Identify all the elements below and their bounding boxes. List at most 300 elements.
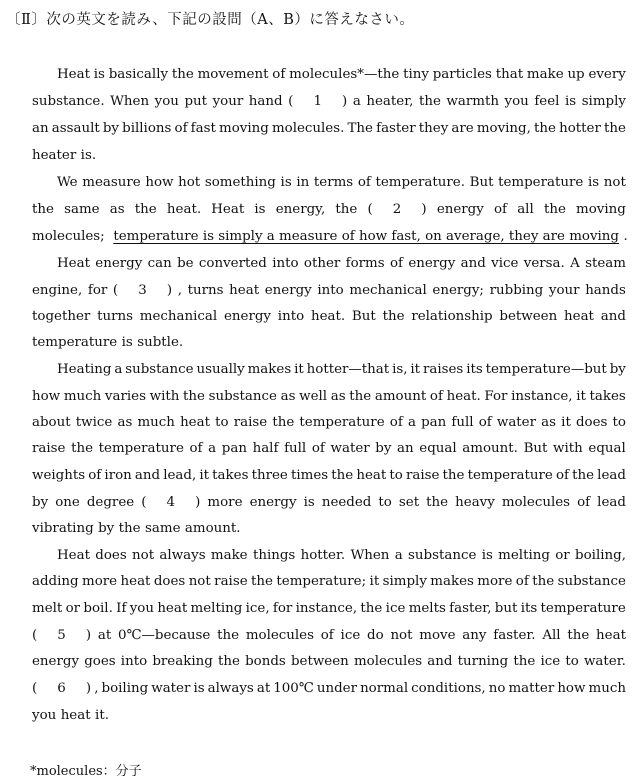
passage-word: amount. <box>462 441 518 456</box>
passage-word: normal <box>360 681 409 696</box>
passage-word: of <box>189 441 203 456</box>
passage-word: instance, <box>295 601 358 616</box>
answer-blank: ( 5 ) <box>32 628 92 643</box>
passage-word: temperature—but <box>485 362 607 377</box>
passage-word: heat <box>180 415 210 430</box>
passage-word: energy <box>32 654 80 669</box>
passage-word: of <box>389 415 403 430</box>
passage-word: together <box>32 309 91 324</box>
passage-word: We <box>57 175 78 190</box>
passage-word: ice <box>340 628 361 643</box>
passage-word: does <box>95 548 127 563</box>
passage-word: be <box>177 256 194 271</box>
passage-word: of <box>320 628 334 643</box>
passage-word: Heat <box>57 548 90 563</box>
passage-word: you <box>129 601 154 616</box>
passage-word: goes <box>84 654 116 669</box>
passage-word: the <box>217 628 240 643</box>
passage-word: of <box>88 468 102 483</box>
passage-word: moving <box>576 202 626 217</box>
passage-word: is <box>93 67 105 82</box>
passage-word: the <box>543 202 566 217</box>
passage-word: substance. <box>32 94 105 109</box>
passage-word: boiling <box>101 681 149 696</box>
passage-word: it. <box>95 708 109 723</box>
passage-word: the <box>118 521 141 536</box>
passage-word: mechanical <box>349 283 427 298</box>
passage-word: a <box>114 362 123 377</box>
passage-word: it <box>576 389 586 404</box>
passage-word: the <box>418 94 441 109</box>
passage-word: faster <box>376 121 416 136</box>
passage-word: adding <box>32 574 79 589</box>
passage-word: energy <box>436 202 484 217</box>
passage-word: energy <box>408 256 456 271</box>
passage-word: but <box>494 601 518 616</box>
passage-word: temperature <box>98 441 184 456</box>
passage-word: temperature <box>299 415 385 430</box>
passage-word: and <box>134 468 161 483</box>
passage-word: the <box>183 389 205 404</box>
passage-word: the <box>71 441 94 456</box>
passage-word: hot <box>178 175 201 190</box>
passage-word: equal <box>588 441 626 456</box>
passage-word: not <box>132 548 155 563</box>
passage-word: does <box>153 574 186 589</box>
passage-line <box>32 440 626 458</box>
passage-word: make <box>526 67 564 82</box>
passage-word: tiny <box>403 67 429 82</box>
passage-word: more <box>477 574 513 589</box>
footnote: *molecules：分子 <box>30 764 142 779</box>
passage-word: an <box>32 121 49 136</box>
passage-word: the <box>532 574 555 589</box>
passage-word: a <box>352 94 361 109</box>
passage-word: If <box>116 601 127 616</box>
passage-word: the <box>360 601 383 616</box>
passage-word: simply <box>581 94 626 109</box>
passage-word: rubbing <box>489 283 544 298</box>
passage-word: is <box>564 94 577 109</box>
passage-word: temperature <box>32 335 118 350</box>
passage-word: of <box>311 441 325 456</box>
answer-blank: ( 4 ) <box>141 495 201 510</box>
passage-word: molecules <box>501 495 571 510</box>
passage-word: same <box>64 202 100 217</box>
passage-word: , <box>177 283 182 298</box>
passage-line <box>32 600 626 618</box>
passage-word: or <box>65 601 81 616</box>
passage-word: ice <box>540 654 561 669</box>
passage-word: of <box>272 67 286 82</box>
passage-word: heat <box>60 708 91 723</box>
passage-word: melts <box>408 601 446 616</box>
passage-word: water <box>151 681 191 696</box>
passage-word: substance <box>557 574 626 589</box>
passage-word: always <box>207 681 254 696</box>
passage-word: weights <box>32 468 86 483</box>
passage-line <box>32 201 626 219</box>
passage-word: moving <box>219 121 269 136</box>
passage-line <box>57 66 626 84</box>
passage-word: movement <box>197 67 269 82</box>
passage-word: forms <box>345 256 385 271</box>
passage-word: and <box>600 309 626 324</box>
passage-word: how <box>557 681 586 696</box>
passage-word: a <box>394 548 403 563</box>
passage-word: ice <box>385 601 406 616</box>
passage-word: times <box>290 468 329 483</box>
passage-word: under <box>316 681 358 696</box>
passage-word: three <box>251 468 288 483</box>
passage-word: is <box>193 681 205 696</box>
passage-word: its <box>466 362 483 377</box>
passage-word: by <box>32 495 49 510</box>
passage-word: heat. <box>166 202 202 217</box>
passage-word: the <box>335 202 358 217</box>
passage-word: feel <box>534 94 560 109</box>
passage-word: energy <box>264 283 312 298</box>
passage-word: pan <box>421 415 447 430</box>
passage-word: faster, <box>449 601 492 616</box>
passage-word: twice <box>75 415 113 430</box>
passage-word: hand <box>248 94 283 109</box>
passage-word: heat. <box>446 389 481 404</box>
passage-word: energy <box>95 256 143 271</box>
passage-word: heat <box>596 628 626 643</box>
passage-word: not <box>390 628 413 643</box>
passage-word: turns <box>97 309 133 324</box>
passage-line <box>57 547 626 565</box>
passage-word: is <box>481 548 493 563</box>
passage-word: the <box>534 121 556 136</box>
passage-word: by <box>375 441 392 456</box>
passage-word: to <box>215 415 229 430</box>
passage-word: assault <box>51 121 100 136</box>
passage-word: The <box>347 121 373 136</box>
passage-word: as <box>280 389 296 404</box>
passage-word: pan <box>221 441 247 456</box>
passage-word: mechanical <box>139 309 218 324</box>
passage-word: one <box>55 495 80 510</box>
passage-word: When <box>350 548 390 563</box>
passage-word: set <box>398 495 420 510</box>
passage-word: raise <box>233 415 268 430</box>
passage-line <box>32 680 626 698</box>
passage-line <box>32 120 626 138</box>
passage-word: billions <box>122 121 172 136</box>
passage-word: all <box>517 202 534 217</box>
passage-word: more <box>82 574 118 589</box>
passage-word: they <box>418 121 449 136</box>
passage-line <box>32 494 626 512</box>
passage-word: heat <box>120 574 151 589</box>
passage-word: , <box>94 681 99 696</box>
answer-blank: ( 3 ) <box>112 283 173 298</box>
passage-word: makes <box>430 574 474 589</box>
passage-word: much <box>63 389 102 404</box>
passage-word: versa. <box>523 256 565 271</box>
passage-word: the <box>442 468 465 483</box>
passage-line <box>32 282 626 300</box>
answer-blank: ( 1 ) <box>288 94 348 109</box>
passage-word: molecules <box>353 654 423 669</box>
passage-word: not <box>188 574 211 589</box>
passage-word: energy, <box>275 202 326 217</box>
underlined-sentence: temperature is simply a measure of how fast, on average, they are moving <box>113 229 620 244</box>
passage-line <box>32 334 626 352</box>
passage-word: at <box>256 681 271 696</box>
passage-word: matter <box>508 681 555 696</box>
passage-word: the <box>171 67 194 82</box>
passage-word: as <box>541 415 557 430</box>
passage-word: Heat <box>211 202 245 217</box>
passage-word: you <box>154 94 179 109</box>
passage-line <box>57 255 626 273</box>
passage-word: full <box>451 415 474 430</box>
passage-word: it <box>410 362 421 377</box>
passage-word: warmth <box>446 94 499 109</box>
passage-word: and <box>460 256 486 271</box>
passage-word: does <box>575 415 608 430</box>
passage-word: of <box>555 468 569 483</box>
passage-word: in <box>296 175 310 190</box>
passage-word: heater <box>32 148 77 163</box>
passage-word: heat <box>564 309 594 324</box>
passage-word: same <box>145 521 181 536</box>
passage-word: are <box>451 121 474 136</box>
passage-word: subtle. <box>137 335 184 350</box>
passage-word: move <box>419 628 456 643</box>
passage-word: the <box>272 415 295 430</box>
passage-line <box>32 520 626 538</box>
passage-word: raises <box>422 362 464 377</box>
passage-word: things <box>252 548 296 563</box>
passage-word: up <box>567 67 585 82</box>
passage-word: much <box>137 415 175 430</box>
passage-word: turns <box>187 283 224 298</box>
passage-word: energy; <box>432 283 484 298</box>
passage-word: every <box>588 67 626 82</box>
passage-word: always <box>159 548 206 563</box>
passage-word: molecules. <box>271 121 345 136</box>
passage-word: with <box>149 389 180 404</box>
passage-word: of <box>357 175 371 190</box>
passage-line <box>32 467 626 485</box>
passage-word: much <box>588 681 626 696</box>
passage-word: is <box>280 175 292 190</box>
passage-word: how <box>145 175 174 190</box>
passage-word: how <box>32 389 61 404</box>
passage-word: conditions, <box>411 681 486 696</box>
passage-word: not <box>603 175 626 190</box>
passage-word: hotter. <box>300 548 346 563</box>
passage-word: of <box>389 256 403 271</box>
passage-line <box>32 653 626 671</box>
passage-word: makes <box>247 362 292 377</box>
answer-blank: ( 6 ) <box>32 681 92 696</box>
passage-line <box>57 174 626 192</box>
passage-word: molecules*—the <box>289 67 400 82</box>
passage-word: or <box>555 548 570 563</box>
passage-word: Heat <box>57 256 90 271</box>
passage-word: melt <box>32 601 63 616</box>
passage-word: the <box>382 309 405 324</box>
passage-word: that <box>495 67 524 82</box>
passage-word: substance <box>208 389 277 404</box>
passage-word: vibrating <box>32 521 94 536</box>
passage-word: simply <box>382 574 427 589</box>
passage-word: for <box>272 601 293 616</box>
passage-word: something <box>204 175 276 190</box>
passage-word: is <box>254 202 266 217</box>
passage-word: of <box>494 202 508 217</box>
passage-word: basically <box>108 67 169 82</box>
passage-word: melting <box>498 548 550 563</box>
passage-word: needed <box>321 495 372 510</box>
passage-word: you <box>504 94 529 109</box>
passage-line <box>32 228 626 246</box>
passage-word: of <box>577 495 591 510</box>
passage-word: about <box>32 415 71 430</box>
passage-word: For <box>484 389 508 404</box>
passage-word: your <box>548 283 580 298</box>
passage-word: between <box>499 309 558 324</box>
passage-word: energy <box>249 495 297 510</box>
passage-word: make <box>210 548 248 563</box>
passage-word: energy <box>223 309 271 324</box>
passage-word: the <box>349 389 372 404</box>
passage-word: fast <box>190 121 216 136</box>
passage-word: hands <box>585 283 626 298</box>
passage-word: terms <box>313 175 354 190</box>
passage-word: amount. <box>184 521 241 536</box>
passage-word: as <box>117 415 133 430</box>
passage-word: moving, <box>476 121 531 136</box>
passage-word: heater, <box>366 94 414 109</box>
passage-word: molecules <box>245 628 314 643</box>
passage-word: temperature <box>467 468 553 483</box>
passage-word: half <box>252 441 279 456</box>
passage-word: is <box>303 495 315 510</box>
passage-word: it <box>561 415 571 430</box>
passage-word: as <box>330 389 346 404</box>
passage-word: to <box>389 468 403 483</box>
passage-word: degree <box>86 495 135 510</box>
passage-word: But <box>351 309 376 324</box>
passage-word: turning <box>457 654 509 669</box>
passage-word: for <box>87 283 108 298</box>
passage-word: ice, <box>245 601 270 616</box>
passage-word: no <box>488 681 506 696</box>
passage-word: heavy <box>455 495 495 510</box>
passage-word: of <box>515 574 529 589</box>
passage-word: it <box>369 574 380 589</box>
passage-word: between <box>290 654 349 669</box>
passage-word: heat. <box>310 309 346 324</box>
passage-word: a <box>407 415 416 430</box>
passage-word: put <box>184 94 208 109</box>
passage-word: is <box>587 175 600 190</box>
passage-word: All <box>542 628 561 643</box>
passage-word: is <box>121 335 133 350</box>
passage-word: by <box>98 521 115 536</box>
passage-text: molecules; <box>32 229 109 244</box>
passage-word: to <box>565 654 579 669</box>
passage-word: temperature. <box>375 175 465 190</box>
passage-word: it <box>199 468 210 483</box>
passage-word: water <box>496 415 537 430</box>
passage-word: temperature <box>498 175 584 190</box>
passage-word: substance <box>125 362 194 377</box>
passage-word: you <box>32 708 57 723</box>
passage-word: of <box>174 121 188 136</box>
passage-word: takes <box>589 389 626 404</box>
passage-word: raise <box>405 468 440 483</box>
question-heading: 〔Ⅱ〕次の英文を読み、下記の設問（A、B）に答えなさい。 <box>6 12 415 28</box>
passage-word: at <box>97 628 112 643</box>
passage-word: usually <box>196 362 245 377</box>
passage-word: converted <box>198 256 267 271</box>
passage-word: to <box>612 415 626 430</box>
passage-word: by <box>609 362 626 377</box>
passage-word: raise <box>32 441 66 456</box>
passage-word: hotter <box>559 121 601 136</box>
passage-word: iron <box>104 468 132 483</box>
passage-word: steam <box>585 256 626 271</box>
passage-word: into <box>272 256 299 271</box>
passage-word: takes <box>212 468 249 483</box>
passage-word: substance <box>408 548 477 563</box>
passage-word: well <box>299 389 328 404</box>
passage-word: hotter—that <box>306 362 390 377</box>
passage-word: an <box>397 441 414 456</box>
passage-word: engine, <box>32 283 83 298</box>
passage-word: temperature <box>540 601 626 616</box>
passage-word: do <box>367 628 384 643</box>
passage-word: lead, <box>163 468 197 483</box>
passage-word: raise <box>214 574 248 589</box>
passage-word: the <box>32 202 54 217</box>
passage-word: into <box>277 309 305 324</box>
passage-word: other <box>303 256 341 271</box>
passage-line <box>32 573 626 591</box>
passage-word: the <box>331 468 354 483</box>
passage-word: relationship <box>411 309 493 324</box>
passage-word: the <box>572 468 595 483</box>
passage-word: of <box>478 415 492 430</box>
passage-word: varies <box>104 389 146 404</box>
passage-word: equal <box>419 441 457 456</box>
passage-word: water <box>330 441 370 456</box>
passage-word: the <box>603 121 626 136</box>
passage-text: . <box>623 229 628 244</box>
passage-word: 100℃ <box>273 681 314 696</box>
passage-word: to <box>378 495 392 510</box>
passage-word: Heating <box>57 362 112 377</box>
passage-word: the <box>251 574 273 589</box>
passage-word: by <box>102 121 119 136</box>
passage-word: lead <box>597 495 626 510</box>
passage-word: temperature; <box>276 574 367 589</box>
passage-word: is. <box>80 148 97 163</box>
passage-word: and <box>427 654 453 669</box>
passage-word: But <box>523 441 548 456</box>
passage-word: bonds <box>245 654 286 669</box>
passage-line <box>32 388 626 406</box>
passage-word: Heat <box>57 67 90 82</box>
answer-blank: ( 2 ) <box>367 202 427 217</box>
